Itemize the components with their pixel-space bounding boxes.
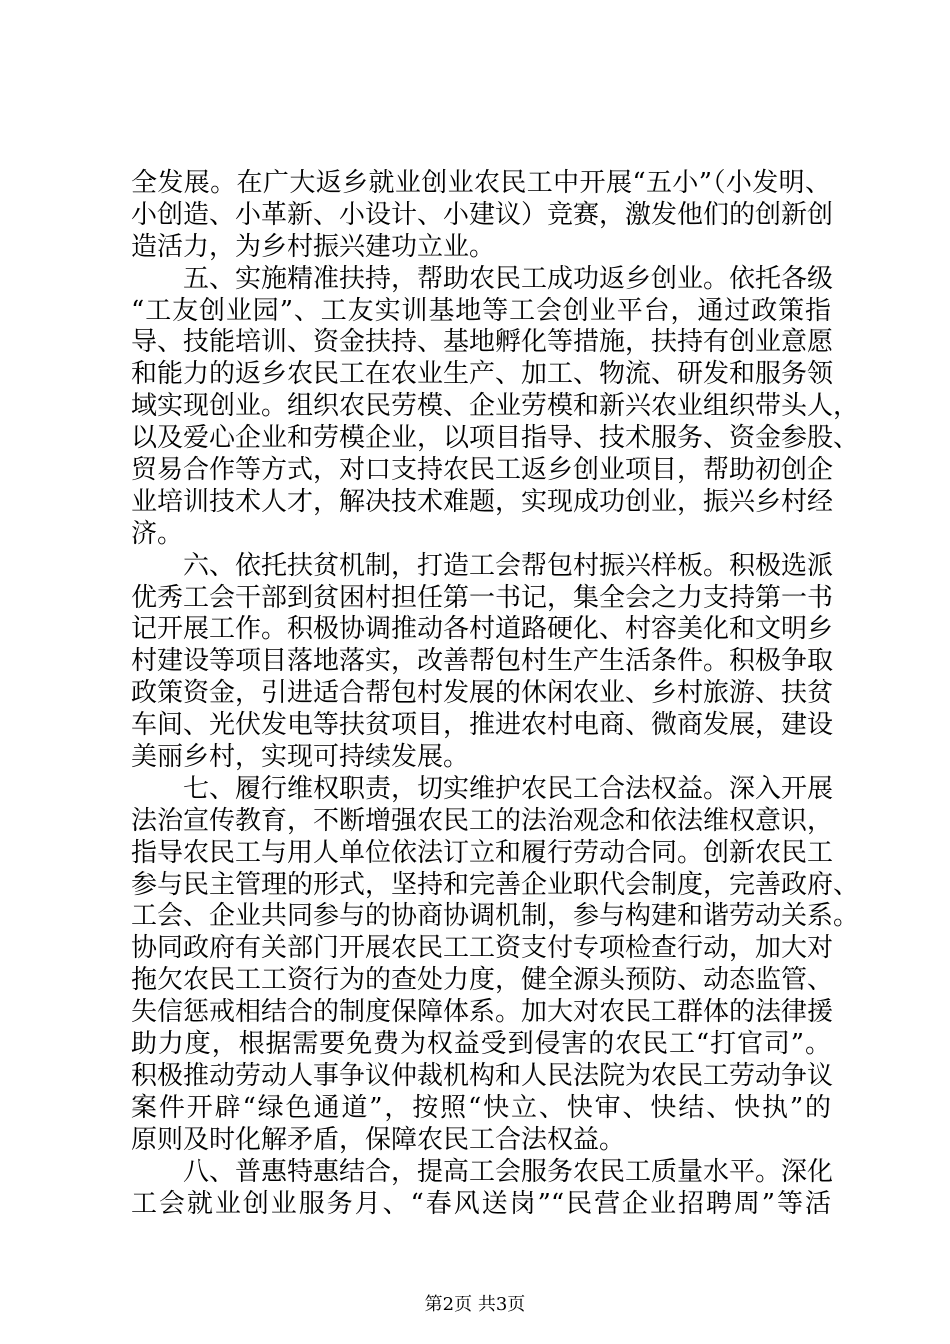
text-line: 法治宣传教育，不断增强农民工的法治观念和依法维权意识， [131,805,834,836]
text-line: 村建设等项目落地落实，改善帮包村生产生活条件。积极争取 [131,646,834,677]
text-line: 车间、光伏发电等扶贫项目，推进农村电商、微商发展，建设 [131,710,834,741]
text-line: 助力度，根据需要免费为权益受到侵害的农民工“打官司”。 [131,1029,831,1060]
text-line: 参与民主管理的形式，坚持和完善企业职代会制度，完善政府、 [131,869,860,900]
text-line: 积极推动劳动人事争议仲裁机构和人民法院为农民工劳动争议 [131,1060,834,1091]
document-body [131,168,860,1220]
text-line: 济。 [131,518,184,549]
text-line: 优秀工会干部到贫困村担任第一书记，集全会之力支持第一书 [131,582,834,613]
text-line: 案件开辟“绿色通道”，按照“快立、快审、快结、快执”的 [131,1092,831,1123]
text-line: 八、普惠特惠结合，提高工会服务农民工质量水平。深化 [183,1156,834,1187]
text-line: 记开展工作。积极协调推动各村道路硬化、村容美化和文明乡 [131,614,834,645]
text-line: 全发展。在广大返乡就业创业农民工中开展“五小”（小发明、 [131,168,831,198]
text-line: 政策资金，引进适合帮包村发展的休闲农业、乡村旅游、扶贫 [131,678,834,709]
text-line: 协同政府有关部门开展农民工工资支付专项检查行动，加大对 [131,933,834,964]
text-line: 导、技能培训、资金扶持、基地孵化等措施，扶持有创业意愿 [131,327,834,358]
text-line: 贸易合作等方式，对口支持农民工返乡创业项目，帮助初创企 [131,455,834,486]
text-line: 造活力，为乡村振兴建功立业。 [131,231,496,262]
text-line: 失信惩戒相结合的制度保障体系。加大对农民工群体的法律援 [131,997,834,1028]
text-line: 美丽乡村，实现可持续发展。 [131,742,470,773]
text-line: 工会、企业共同参与的协商协调机制，参与构建和谐劳动关系。 [131,901,860,932]
text-line: 小创造、小革新、小设计、小建议）竞赛，激发他们的创新创 [131,199,834,230]
text-line: “工友创业园”、工友实训基地等工会创业平台，通过政策指 [131,295,831,326]
text-line: 六、依托扶贫机制，打造工会帮包村振兴样板。积极选派 [183,550,834,581]
text-line: 以及爱心企业和劳模企业，以项目指导、技术服务、资金参股、 [131,423,860,454]
text-line: 和能力的返乡农民工在农业生产、加工、物流、研发和服务领 [131,359,834,390]
text-line: 工会就业创业服务月、“春风送岗”“民营企业招聘周”等活 [131,1188,831,1219]
text-line: 域实现创业。组织农民劳模、企业劳模和新兴农业组织带头人， [131,391,860,422]
text-line: 五、实施精准扶持，帮助农民工成功返乡创业。依托各级 [183,263,834,294]
text-line: 七、履行维权职责，切实维护农民工合法权益。深入开展 [183,773,834,804]
text-line: 原则及时化解矛盾，保障农民工合法权益。 [131,1124,626,1155]
text-line: 指导农民工与用人单位依法订立和履行劳动合同。创新农民工 [131,837,834,868]
text-line: 拖欠农民工工资行为的查处力度，健全源头预防、动态监管、 [131,965,834,996]
text-line: 业培训技术人才，解决技术难题，实现成功创业，振兴乡村经 [131,486,834,517]
page-number: 第2页 共3页 [424,1294,526,1315]
